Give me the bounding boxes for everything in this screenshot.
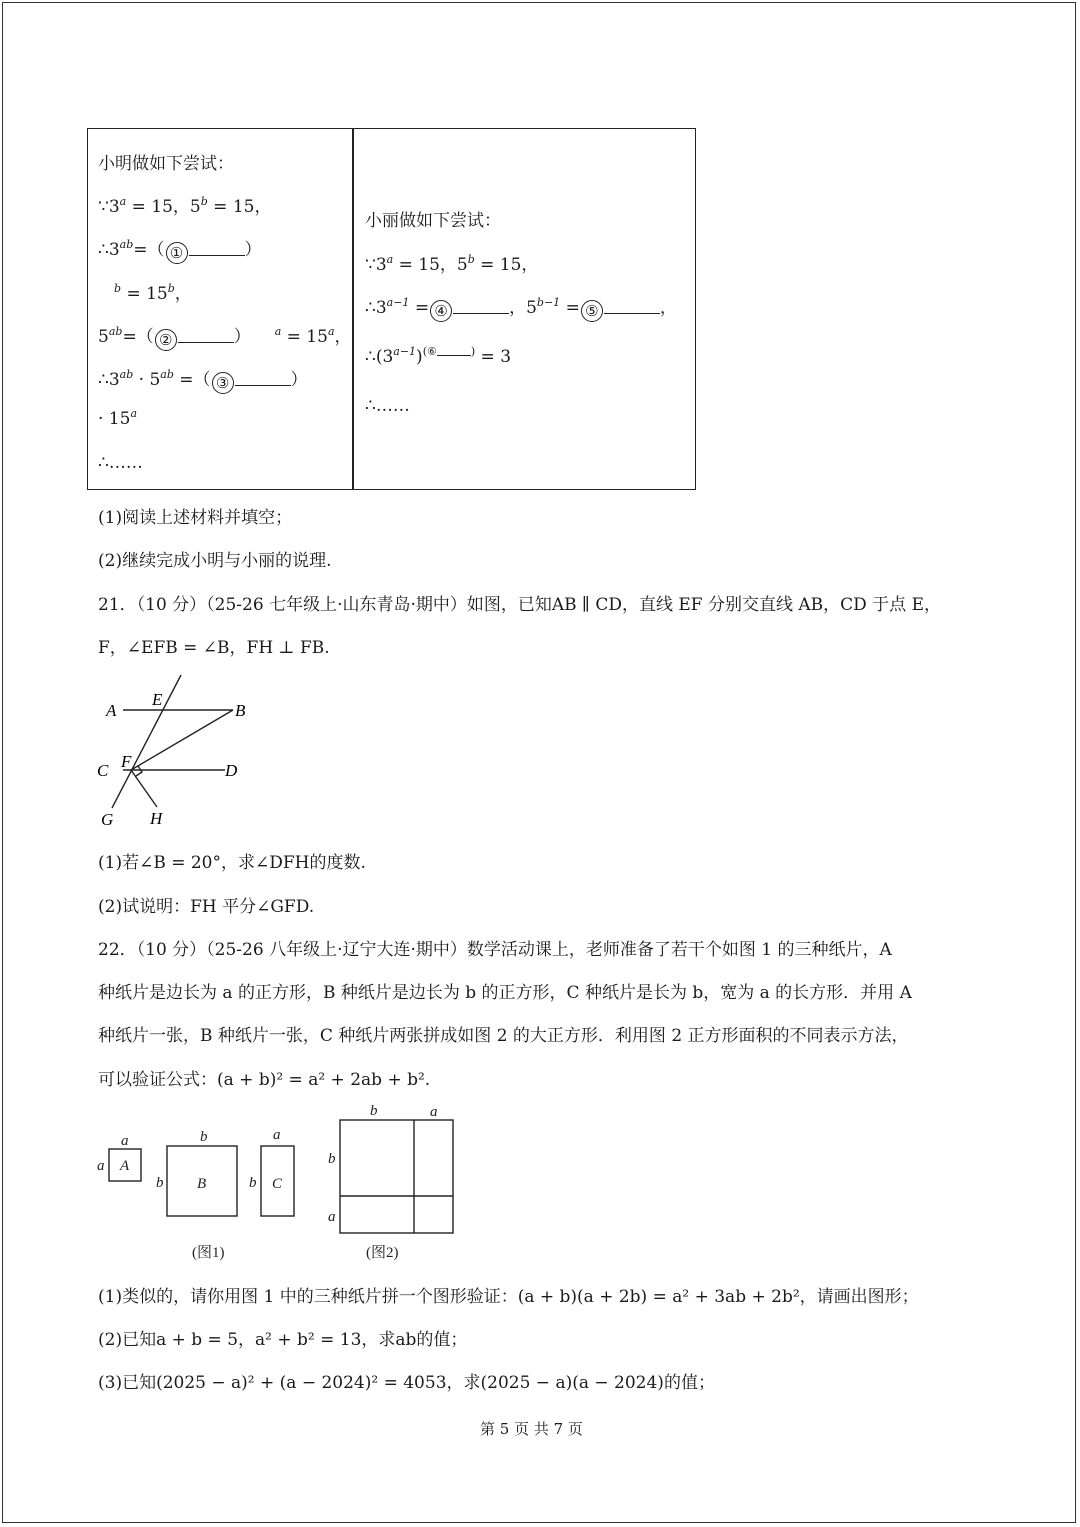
- blank-3[interactable]: [235, 371, 291, 386]
- q21-part-2: (2)试说明：FH 平分∠GFD.: [98, 897, 315, 917]
- fig2-side-b: b: [328, 1151, 336, 1167]
- blank-5[interactable]: [604, 299, 660, 314]
- label-C: C: [97, 761, 109, 780]
- xiaoming-line-1: $\because 3^a = 15$，$5^b = 15$，: [98, 195, 272, 217]
- blank-6[interactable]: [437, 346, 471, 356]
- blank-2[interactable]: [178, 328, 234, 343]
- q22-part-1: (1)类似的，请你用图 1 中的三种纸片拼一个图形验证：(a + b)(a + 2b) = a² + 3ab + 2b²，请画出图形；: [98, 1287, 919, 1307]
- line-FB: [131, 710, 233, 770]
- xiaoli-line-1: $\because 3^a = 15$，$5^b = 15$，: [365, 253, 539, 275]
- q22-stem-line-2: 种纸片是边长为 a 的正方形，B 种纸片是边长为 b 的正方形，C 种纸片是长为 b，宽为 a 的长方形．并用 A: [98, 983, 912, 1003]
- xiaoli-line-2: $\therefore 3^{a-1}$ = ④ ，$5^{b-1}$ = ⑤ ，: [365, 296, 677, 320]
- A-side-label: a: [97, 1158, 105, 1174]
- label-D: D: [225, 761, 238, 780]
- C-side-label: b: [249, 1175, 257, 1191]
- q22-part-2: (2)已知a + b = 5，a² + b² = 13，求ab的值；: [98, 1330, 468, 1350]
- xiaoming-line-5: $\therefore 3^{ab} \cdot 5^{ab}$ =（ ③ ）: [98, 368, 308, 392]
- q22-stem-line-4: 可以验证公式：(a + b)² = a² + 2ab + b².: [98, 1070, 431, 1090]
- label-A: A: [106, 701, 117, 720]
- q20-part-2: (2)继续完成小明与小丽的说理.: [98, 551, 332, 571]
- q21-stem-line-2: F，∠EFB = ∠B，FH ⊥ FB.: [98, 638, 330, 658]
- B-piece-label: B: [197, 1176, 207, 1192]
- B-top-label: b: [200, 1129, 208, 1145]
- xiaoming-line-4: $5^{ab}=$（ ② ） $^a = 15^a$，: [98, 325, 352, 349]
- big-square: [340, 1120, 453, 1233]
- xiaoming-line-2: $\therefore 3^{ab}=$（ ① ）: [98, 238, 262, 262]
- paper-pieces-figures: [92, 1100, 472, 1265]
- line-EF-transversal: [112, 675, 181, 808]
- A-top-label: a: [121, 1133, 129, 1149]
- B-side-label: b: [156, 1175, 164, 1191]
- table-divider: [352, 129, 354, 489]
- xiaoming-title: 小明做如下尝试：: [98, 154, 234, 174]
- C-top-label: a: [273, 1127, 281, 1143]
- xiaoli-title: 小丽做如下尝试：: [365, 211, 501, 231]
- parallel-lines-figure: [95, 670, 265, 835]
- xiaoming-line-7: ∴……: [98, 453, 143, 473]
- q22-stem-line-1: 22．（10 分）（25-26 八年级上·辽宁大连·期中）数学活动课上，老师准备了若干个如图 1 的三种纸片，A: [98, 940, 892, 960]
- xiaoming-line-3: $^b = 15^b$，: [114, 282, 192, 304]
- xiaoming-line-6: · $15^a$: [98, 407, 138, 429]
- line-FH: [131, 770, 157, 807]
- figure-2-caption: (图2): [366, 1245, 399, 1261]
- C-piece-label: C: [272, 1176, 283, 1192]
- label-E: E: [152, 690, 163, 709]
- fig2-side-a: a: [328, 1209, 336, 1225]
- q22-stem-line-3: 种纸片一张，B 种纸片一张，C 种纸片两张拼成如图 2 的大正方形．利用图 2 正方形面积的不同表示方法，: [98, 1026, 909, 1046]
- materials-table: [87, 128, 696, 490]
- figure-1-caption: (图1): [192, 1245, 225, 1261]
- A-piece-label: A: [120, 1158, 130, 1174]
- label-G: G: [101, 810, 114, 829]
- xiaoli-line-3: $\therefore(3^{a-1})^{(⑥ )} = 3$: [365, 345, 512, 367]
- q21-part-1: (1)若∠B = 20°，求∠DFH的度数.: [98, 853, 366, 873]
- q22-part-3: (3)已知(2025 − a)² + (a − 2024)² = 4053，求(2025 − a)(a − 2024)的值；: [98, 1373, 715, 1393]
- label-F: F: [121, 752, 132, 771]
- label-H: H: [150, 809, 163, 828]
- fig2-top-a: a: [430, 1104, 438, 1120]
- blank-1[interactable]: [189, 241, 245, 256]
- fig2-top-b: b: [370, 1103, 378, 1119]
- right-angle-mark: [136, 766, 142, 776]
- xiaoli-line-4: ∴……: [365, 396, 410, 416]
- blank-4[interactable]: [453, 299, 509, 314]
- label-B: B: [235, 701, 246, 720]
- q20-part-1: (1)阅读上述材料并填空；: [98, 508, 293, 528]
- page-footer: 第 5 页 共 7 页: [480, 1420, 583, 1438]
- q21-stem-line-1: 21．（10 分）（25-26 七年级上·山东青岛·期中）如图，已知AB ∥ CD，直线 EF 分别交直线 AB，CD 于点 E，: [98, 595, 941, 615]
